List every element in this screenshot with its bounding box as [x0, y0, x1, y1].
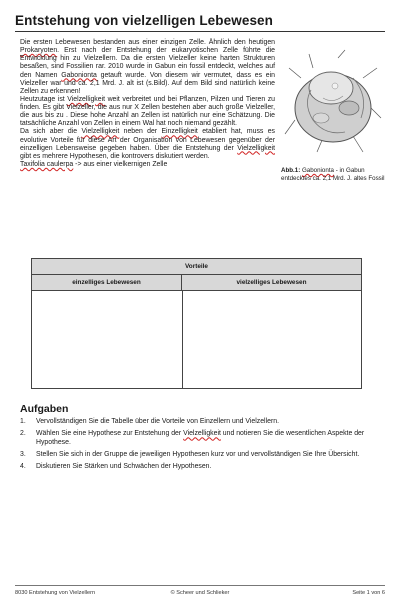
title-divider — [15, 31, 385, 32]
spellcheck-flagged-word: Taxifolia caulerpa — [20, 160, 74, 168]
intro-text — [20, 39, 275, 169]
task-item — [20, 463, 380, 471]
task-number: 1. — [20, 418, 26, 425]
figure-caption — [281, 167, 387, 182]
task-text: Wählen Sie eine Hypothese zur Entstehung der Vielzelligkeit und notieren Sie die wesentlichen Aspekte der Hypothese. — [36, 430, 365, 446]
advantages-table — [31, 258, 362, 389]
task-list — [20, 418, 380, 475]
footer-copyright: © Scheer und Schlieker — [170, 590, 230, 596]
paragraph: Heutzutage ist Vielzelligkeit weit verbreitet und bei Pflanzen, Pilzen und Tieren zu finden. Es gibt Vielzeller, die aus nur X Zellen bestehen aber auch große Vielzeller, die aus bis zu . Diese hohe Anzahl an Zellen ist natürlich nur eine Schätzung. Die tatsächliche Anzahl von Zellen in einem Wal hat noch niemand gezählt. — [20, 95, 276, 128]
footer-page-number: Seite 1 von 6 — [352, 590, 385, 596]
fossil-image — [283, 48, 383, 158]
task-text: Stellen Sie sich in der Gruppe die jeweiligen Hypothesen kurz vor und vervollständigen Sie Ihre Übersicht. — [36, 450, 360, 458]
spellcheck-flagged-word: Vielzelligkeit — [237, 144, 275, 152]
caption-name: Gabonionta — [301, 167, 334, 174]
caption-label: Abb.1: — [281, 167, 301, 174]
task-item — [20, 451, 380, 459]
paragraph: Die ersten Lebewesen bestanden aus einer einzigen Zelle. Ähnlich den heutigen Prokaryoten. Erst nach der Entstehung der eukaryotischen Zelle führte die Entwicklung hin zu Vielzellern. Da die ersten Vielzeller keine harten Strukturen besaßen, sind Fossilien rar. 2010 wurde in Gabun ein fossil entdeckt, welches auf den Namen Gabonionta getauft wurde. Von diesem wir vermutet, dass es ein Vielzeller war und ca. 2,1 Mrd. J. alt ist (s.Bild). Auf dem Bild sind natürlich keine Zellen zu erkennen! — [20, 39, 275, 95]
table-header: Vorteile — [32, 259, 361, 275]
task-number: 2. — [20, 430, 26, 438]
column-header-unicellular: einzelliges Lebewesen — [32, 275, 182, 291]
task-text: Vervollständigen Sie die Tabelle über die Vorteile von Einzellern und Vielzellern. — [36, 418, 279, 425]
paragraph: Da sich aber die Vielzelligkeit neben der Einzelligkeit etabliert hat, muss es evolutive Vorteile für diese Art der Organisation von Lebewesen gegenüber der einzelligen Lebensweise gegeben haben. Über die Entstehung der Vielzelligkeit gibt es mehrere Hypothesen, die kontrovers diskutiert werden. — [20, 128, 275, 160]
caption-text: - in Gabun entdecktes ca. 2,1 Mrd. J. altes Fossil — [281, 167, 385, 182]
footer-document-id: 8030 Entstehung von Vielzellern — [15, 590, 96, 596]
spellcheck-flagged-word: Gabonionta — [61, 71, 97, 79]
task-text: Diskutieren Sie Stärken und Schwächen der Hypothesen. — [36, 463, 212, 471]
task-item — [20, 430, 380, 447]
spellcheck-flagged-word: Prokaryoten — [20, 47, 58, 55]
page-title: Entstehung von vielzelligen Lebewesen — [15, 13, 274, 28]
spellcheck-flagged-word: Vielzelligkeit — [81, 128, 120, 136]
task-number: 3. — [20, 450, 26, 458]
spellcheck-flagged-word: Einzelligkeit — [161, 128, 198, 136]
spellcheck-flagged-word: Vielzelligkeit — [183, 430, 221, 438]
paragraph: Taxifolia caulerpa -> aus einer vielkernigen Zelle — [20, 160, 168, 168]
tasks-heading: Aufgaben — [20, 403, 69, 415]
task-number: 4. — [20, 463, 26, 471]
footer-divider — [15, 585, 385, 586]
column-divider — [182, 291, 183, 388]
task-item — [20, 418, 380, 426]
spellcheck-flagged-word: Vielzelligkeit — [67, 95, 106, 103]
column-header-multicellular: vielzelliges Lebewesen — [182, 275, 361, 291]
